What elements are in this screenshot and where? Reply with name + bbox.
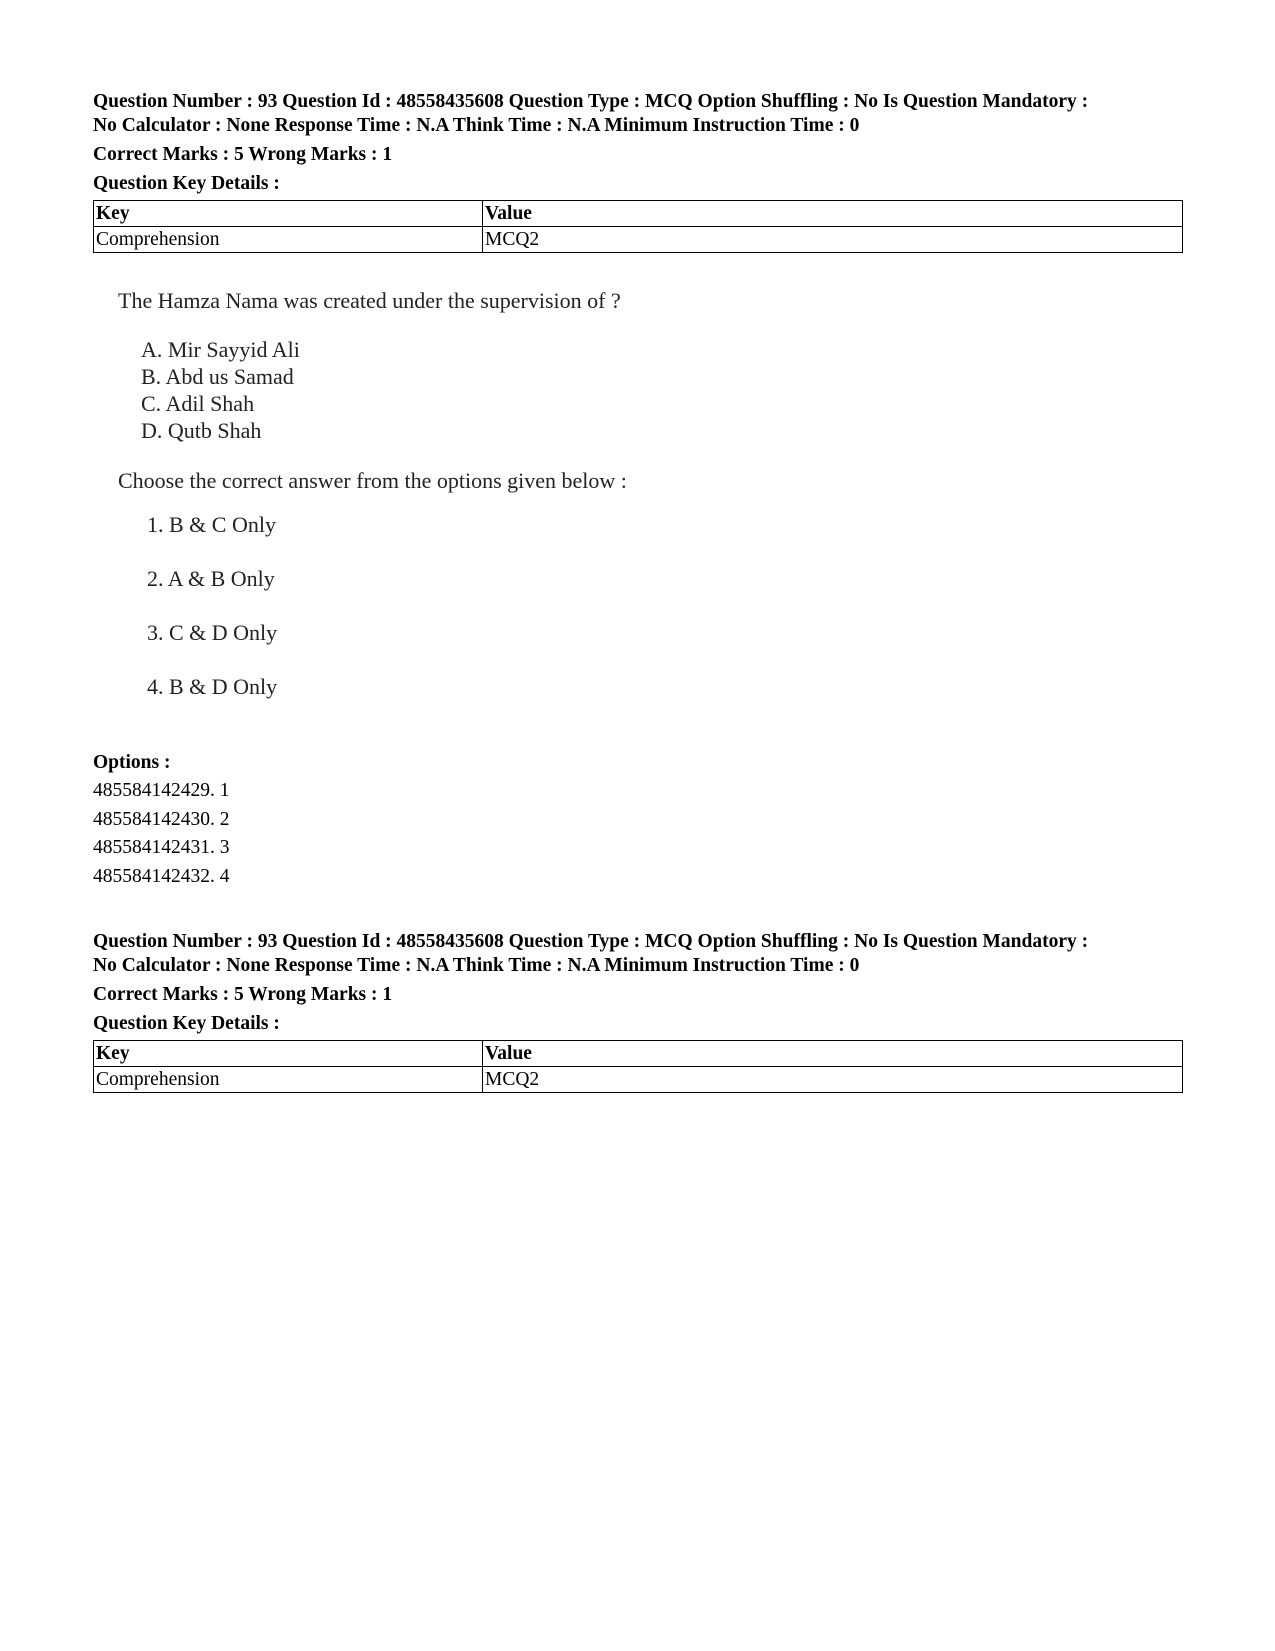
statement-item: A. Mir Sayyid Ali	[141, 337, 300, 362]
question-meta-block-2	[93, 930, 1183, 1093]
question-content	[118, 286, 818, 726]
answer-choice: 4. B & D Only	[147, 674, 278, 699]
key-details-label: Question Key Details :	[93, 1013, 280, 1034]
table-cell-key: Comprehension	[94, 227, 483, 253]
table-header-key: Key	[94, 201, 483, 227]
table-cell-key: Comprehension	[94, 1067, 483, 1093]
question-header-line-2: No Calculator : None Response Time : N.A Think Time : N.A Minimum Instruction Time : 0	[93, 115, 860, 136]
table-header-row	[94, 201, 1183, 227]
table-header-row	[94, 1041, 1183, 1067]
marks-line: Correct Marks : 5 Wrong Marks : 1	[93, 984, 393, 1005]
options-block	[93, 749, 230, 891]
option-item: 485584142432. 4	[93, 865, 230, 887]
question-text: The Hamza Nama was created under the supervision of ?	[118, 288, 621, 313]
table-cell-value: MCQ2	[483, 227, 1183, 253]
answer-choice: 1. B & C Only	[147, 512, 276, 537]
table-row	[94, 227, 1183, 253]
question-header-line-2: No Calculator : None Response Time : N.A Think Time : N.A Minimum Instruction Time : 0	[93, 955, 860, 976]
table-header-key: Key	[94, 1041, 483, 1067]
key-details-table	[93, 1040, 1183, 1093]
table-row	[94, 1067, 1183, 1093]
option-item: 485584142430. 2	[93, 808, 230, 830]
options-label: Options :	[93, 752, 171, 773]
options-list	[93, 777, 230, 891]
table-header-value: Value	[483, 1041, 1183, 1067]
table-header-value: Value	[483, 201, 1183, 227]
question-header-line-1: Question Number : 93 Question Id : 48558435608 Question Type : MCQ Option Shuffling : No Is Question Mandatory :	[93, 91, 1089, 112]
question-instruction: Choose the correct answer from the options given below :	[118, 468, 627, 493]
answer-choice: 3. C & D Only	[147, 620, 278, 645]
question-statements	[141, 336, 818, 444]
option-item: 485584142429. 1	[93, 780, 230, 801]
statement-item: B. Abd us Samad	[141, 364, 294, 389]
statement-item: C. Adil Shah	[141, 391, 255, 416]
marks-line: Correct Marks : 5 Wrong Marks : 1	[93, 144, 393, 165]
key-details-label: Question Key Details :	[93, 173, 280, 194]
option-item: 485584142431. 3	[93, 837, 230, 858]
answer-choice: 2. A & B Only	[147, 566, 275, 591]
table-cell-value: MCQ2	[483, 1067, 1183, 1093]
question-header-line-1: Question Number : 93 Question Id : 48558435608 Question Type : MCQ Option Shuffling : No Is Question Mandatory :	[93, 931, 1089, 952]
answer-choices	[147, 510, 818, 702]
key-details-table	[93, 200, 1183, 253]
question-meta-block-1	[93, 90, 1183, 253]
statement-item: D. Qutb Shah	[141, 418, 262, 443]
